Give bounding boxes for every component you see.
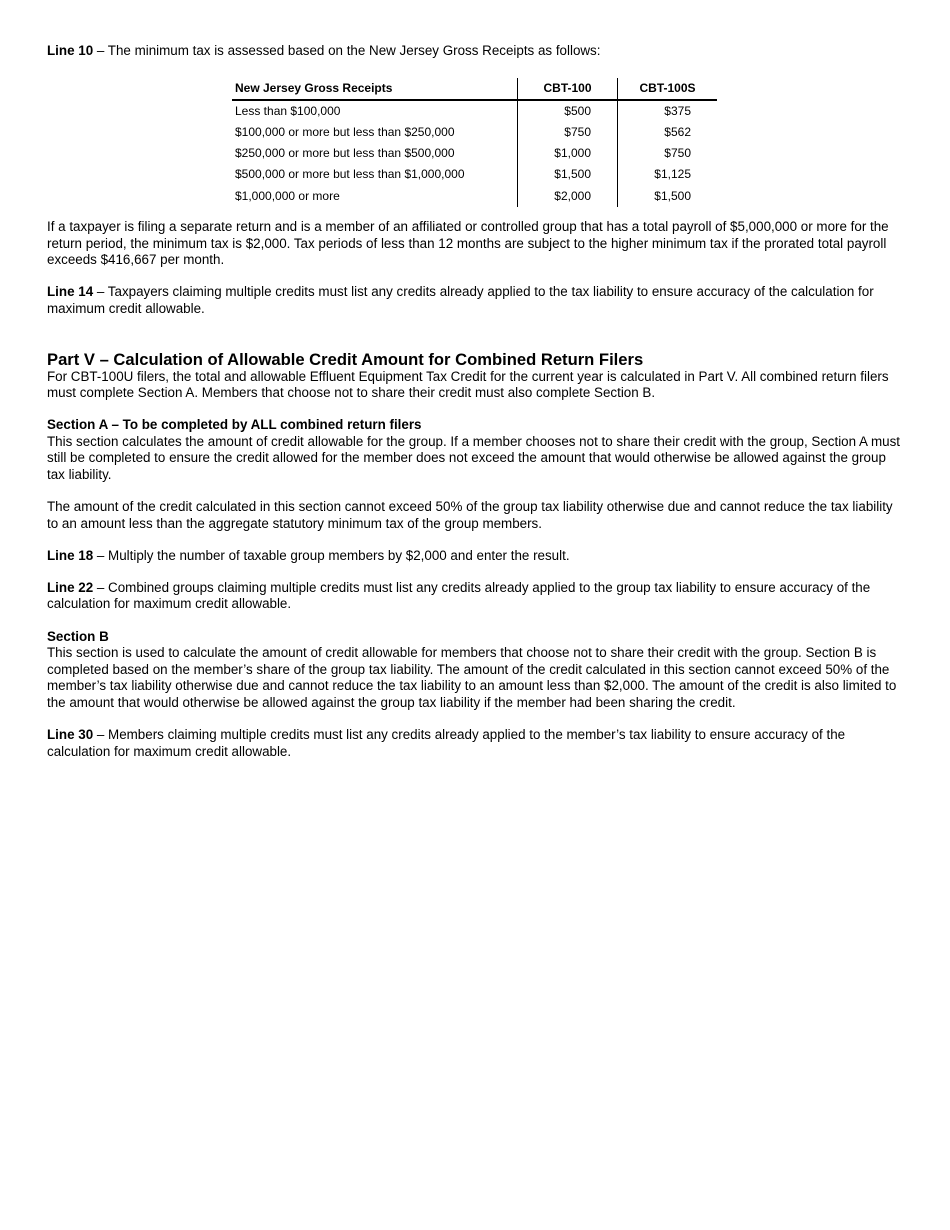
section-b-heading: Section B [47,628,109,644]
cbt-100s-amount: $1,500 [618,186,718,207]
line10-paragraph [47,43,903,60]
table-row [232,164,717,185]
header-cbt-100: CBT-100 [518,78,618,100]
line18-text: – Multiply the number of taxable group members by $2,000 and enter the result. [93,547,570,563]
cbt-100s-amount: $1,125 [618,164,718,185]
section-a-text: This section calculates the amount of credit allowable for the group. If a member chooses not to share their credit with the group, Section A must still be completed to ensure the credit allowed for the member does not exceed the amount that would otherwise be allowed against the group tax liability. [47,433,900,483]
line22-text: – Combined groups claiming multiple credits must list any credits already applied to the group tax liability to ensure accuracy of the calculation for maximum credit allowable. [47,579,871,612]
cbt-100s-amount: $562 [618,122,718,143]
line30-paragraph [47,727,903,760]
separate-return-paragraph: If a taxpayer is filing a separate return and is a member of an affiliated or controlled group that has a total payroll of $5,000,000 or more for the return period, the minimum tax is $2,000. Tax periods of less than 12 months are subject to the higher minimum tax if the prorated total payroll exceeds $416,667 per month. [47,219,889,268]
line14-paragraph [47,284,903,317]
receipts-range: $250,000 or more but less than $500,000 [235,146,455,161]
receipts-range: $1,000,000 or more [235,188,340,203]
line14-text: – Taxpayers claiming multiple credits must list any credits already applied to the tax liability to ensure accuracy of the calculation for maximum credit allowable. [47,284,874,316]
receipts-range: $100,000 or more but less than $250,000 [235,124,455,139]
header-cbt-100s: CBT-100S [618,78,718,100]
receipts-range: Less than $100,000 [235,103,341,118]
table-row [232,143,717,164]
line30-text: – Members claiming multiple credits must list any credits already applied to the member’s tax liability to ensure accuracy of the calculation for maximum credit allowable. [47,727,846,759]
table-row [232,186,717,207]
line10-text: – The minimum tax is assessed based on the New Jersey Gross Receipts as follows: [93,43,601,58]
cbt-100-amount: $750 [518,122,618,143]
cbt-100-amount: $1,500 [518,164,618,185]
section-a-heading: Section A – To be completed by ALL combined return filers [47,417,422,433]
gross-receipts-table [232,78,717,207]
header-gross-receipts: New Jersey Gross Receipts [232,78,518,100]
cbt-100s-amount: $375 [618,100,718,122]
part5-intro: For CBT-100U filers, the total and allowable Effluent Equipment Tax Credit for the current year is calculated in Part V. All combined return filers must complete Section A. Members that choose not to share their credit must also complete Section B. [47,368,889,401]
table-row [232,100,717,122]
line22-paragraph [47,580,903,613]
receipts-range: $500,000 or more but less than $1,000,000 [235,167,465,182]
line18-paragraph [47,548,903,565]
line18-label: Line 18 [47,547,94,563]
cbt-100s-amount: $750 [618,143,718,164]
cbt-100-amount: $1,000 [518,143,618,164]
cbt-100-amount: $2,000 [518,186,618,207]
section-b-text: This section is used to calculate the amount of credit allowable for members that choose not to share their credit with the group. Section B is completed based on the member’s share of the group tax liability. The amount of the credit calculated in this section cannot exceed 50% of the member’s tax liability otherwise due and cannot reduce the tax liability to an amount less than $2,000. The amount of the credit is also limited to the amount that would otherwise be allowed against the group tax liability if the member had been sharing the credit. [47,645,897,710]
part5-heading: Part V – Calculation of Allowable Credit Amount for Combined Return Filers [47,349,644,369]
line10-label: Line 10 [47,43,94,58]
line14-label: Line 14 [47,284,94,300]
line30-label: Line 30 [47,727,94,743]
section-a-limit-text: The amount of the credit calculated in this section cannot exceed 50% of the group tax liability otherwise due and cannot reduce the tax liability to an amount less than the aggregate statutory minimum tax of the group members. [47,499,893,531]
table-header-row [232,78,717,100]
line22-label: Line 22 [47,579,94,595]
table-row [232,122,717,143]
cbt-100-amount: $500 [518,100,618,122]
